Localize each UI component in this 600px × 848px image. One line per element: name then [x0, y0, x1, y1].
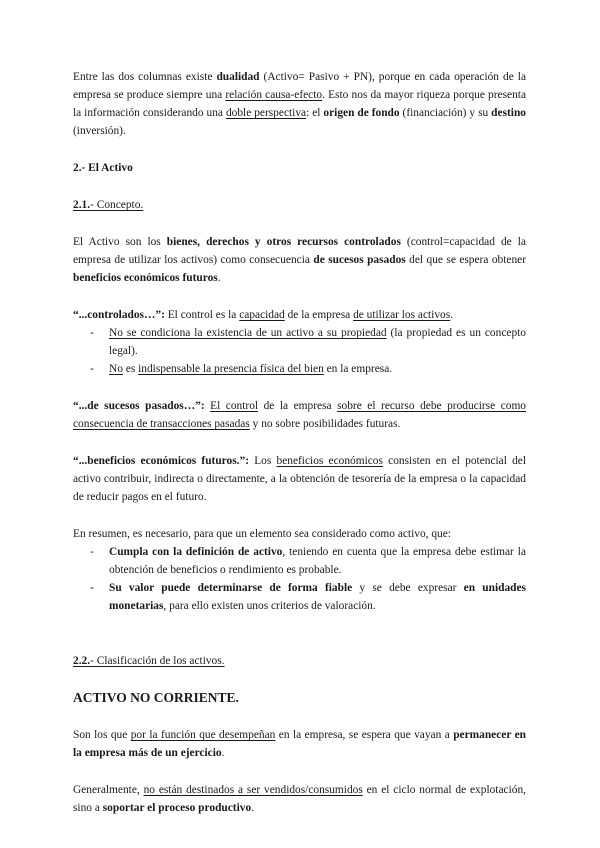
paragraph-beneficios: “...beneficios económicos futuros.”: Los beneficios económicos consisten en el potencial del activo contribuir, indirecta o directamente, a la obtención de tesorería de la empresa o la capacidad de reducir pagos en el futuro. [73, 455, 527, 503]
heading-clasificacion: 2.2.- Clasificación de los activos. [73, 655, 225, 667]
list-item: - Su valor puede determinarse de forma fiable y se debe expresar en unidades monetarias, para ello existen unos criterios de valoración. [73, 579, 526, 615]
list-item: - No se condiciona la existencia de un activo a su propiedad (la propiedad es un concepto legal). [73, 324, 526, 360]
heading-concepto: 2.1.- Concepto. [73, 199, 144, 211]
list-item: - No es indispensable la presencia física del bien en la empresa. [73, 360, 526, 378]
paragraph-controlados: “...controlados…”: El control es la capacidad de la empresa de utilizar los activos. [73, 309, 454, 321]
list-item: - Cumpla con la definición de activo, teniendo en cuenta que la empresa debe estimar la obtención de beneficios o rendimiento es probable. [73, 543, 526, 579]
document-body [73, 68, 526, 817]
resumen-list [73, 543, 526, 615]
paragraph-definicion: El Activo son los bienes, derechos y otros recursos controlados (control=capacidad de la empresa de utilizar los activos) como consecuencia de sucesos pasados del que se espera obtener beneficios económicos futuros. [73, 236, 526, 284]
paragraph-generalmente: Generalmente, no están destinados a ser vendidos/consumidos en el ciclo normal de explotación, sino a soportar el proceso productivo. [73, 784, 526, 814]
heading-el-activo: 2.- El Activo [73, 162, 133, 174]
paragraph-dualidad: Entre las dos columnas existe dualidad (Activo= Pasivo + PN), porque en cada operación de la empresa se produce siempre una relación causa-efecto. Esto nos da mayor riqueza porque presenta la información considerando una doble perspectiva: el origen de fondo (financiación) y su destino (inversión). [73, 71, 527, 137]
paragraph-sucesos: “...de sucesos pasados…”: El control de la empresa sobre el recurso debe producirse como consecuencia de transacciones pasadas y no sobre posibilidades futuras. [73, 400, 527, 430]
paragraph-no-corriente: Son los que por la función que desempeñan en la empresa, se espera que vayan a permanecer en la empresa más de un ejercicio. [73, 729, 526, 759]
paragraph-resumen: En resumen, es necesario, para que un elemento sea considerado como activo, que: [73, 528, 451, 540]
controlados-list [73, 324, 526, 378]
heading-activo-no-corriente: ACTIVO NO CORRIENTE. [73, 690, 239, 705]
